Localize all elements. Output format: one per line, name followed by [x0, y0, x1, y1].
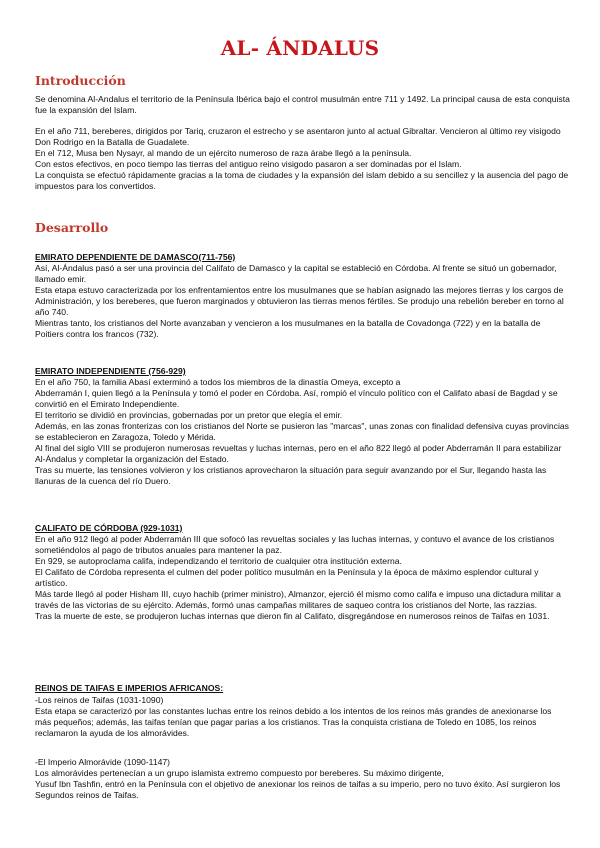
intro-line: En el 712, Musa ben Nysayr, al mando de un ejército numeroso de raza árabe llegó a la península. [35, 148, 412, 158]
section-line: Tras su muerte, las tensiones volvieron y los cristianos aprovecharon la situación para seguir avanzando por el Sur, llegando hasta las llanuras de la cuenca del río Duero. [35, 465, 547, 486]
intro-paragraph-1 [35, 94, 570, 116]
section-line: Así, Al-Ándalus pasó a ser una provincia del Califato de Damasco y la capital se estableció en Córdoba. Al frente se situó un gobernador, llamado emir. [35, 263, 557, 284]
intro-line: En el año 711, bereberes, dirigidos por Tariq, cruzaron el estrecho y se asentaron junto al actual Gibraltar. Vencieron al último rey visigodo Don Rodrigo en la Batalla de Guadalete. [35, 126, 561, 147]
document-title: AL- ÁNDALUS [220, 36, 380, 60]
section-imperio-almoravide [35, 757, 570, 801]
section-line: Los almorávides pertenecían a un grupo islamista extremo compuesto por bereberes. Su máximo dirigente, [35, 768, 444, 778]
section-line: El Califato de Córdoba representa el culmen del poder político musulmán en la Península y la época de máximo esplendor cultural y artístico. [35, 567, 539, 588]
section-title-reinos: REINOS DE TAIFAS E IMPERIOS AFRICANOS: [35, 683, 224, 693]
intro-line: La conquista se efectuó rápidamente gracias a la toma de ciudades y la expansión del islam debido a su sencillez y la ausencia del pago de impuestos para los convertidos. [35, 170, 569, 191]
section-line: Esta etapa estuvo caracterizada por los enfrentamientos entre los musulmanes que se habían asignado las mejores tierras y los cargos de Administración, y los bereberes, que fueron marginados y obtuvieron las tierras menos fértiles. Se produjo una rebelión bereber en torno al año 740. [35, 285, 564, 317]
section-title-emirato-independiente: EMIRATO INDEPENDIENTE (756-929) [35, 366, 186, 376]
section-line: Más tarde llegó al poder Hisham III, cuyo hachib (primer ministro), Almanzor, ejerció él mismo como califa e impuso una dictadura militar a través de las victorias de su ejército. Además, formó unas campañas militares de saqueo contra los cristianos del Norte, las razzias. [35, 589, 561, 610]
section-line: En 929, se autoproclama califa, independizando el territorio de cualquier otra institución externa. [35, 556, 402, 566]
section-line: -El Imperio Almorávide (1090-1147) [35, 757, 171, 767]
section-line: Abderramán I, quien llegó a la Península y tomó el poder en Córdoba. Así, rompió el vínculo político con el Califato abasí de Bagdad y se convirtió en el Emirato Independiente. [35, 388, 558, 409]
intro-heading: Introducción [35, 73, 126, 88]
section-line: Además, en las zonas fronterizas con los cristianos del Norte se pusieron las "marcas", unas zonas con finalidad defensiva cuyas provincias se establecieron en Zaragoza, Toledo y Mérida. [35, 421, 569, 442]
section-line: En el año 750, la familia Abasí exterminó a todos los miembros de la dinastía Omeya, excepto a [35, 377, 401, 387]
section-line: Yusuf Ibn Tashfin, entró en la Península con el objetivo de anexionar los reinos de taifas a su imperio, pero no tuvo éxito. Así surgieron los Segundos reinos de Taifas. [35, 779, 561, 800]
section-emirato-independiente [35, 377, 570, 487]
section-line: Al final del siglo VIII se produjeron numerosas revueltas y luchas internas, pero en el año 822 llegó al poder Abderramán II para estabilizar Al-Ándalus y completar la organización del Estado. [35, 443, 562, 464]
section-title-emirato-dependiente: EMIRATO DEPENDIENTE DE DAMASCO(711-756) [35, 252, 236, 262]
intro-text: Se denomina Al-Andalus el territorio de la Península Ibérica bajo el control musulmán entre 711 y 1492. La principal causa de esta conquista fue la expansión del Islam. [35, 94, 570, 115]
section-line: Tras la muerte de este, se produjeron luchas internas que dieron fin al Califato, disgregándose en numerosos reinos de Taifas en 1031. [35, 611, 550, 621]
intro-line: Con estos efectivos, en poco tiempo las tierras del antiguo reino visigodo pasaron a ser dominadas por el Islam. [35, 159, 462, 169]
section-califato [35, 534, 570, 622]
intro-paragraph-2 [35, 126, 570, 192]
section-title-califato: CALIFATO DE CÓRDOBA (929-1031) [35, 523, 183, 533]
desarrollo-heading: Desarrollo [35, 220, 109, 235]
section-reinos-taifas [35, 695, 570, 739]
section-line: -Los reinos de Taifas (1031-1090) [35, 695, 164, 705]
section-line: Esta etapa se caracterizó por las constantes luchas entre los reinos debido a los intentos de los reinos más grandes de anexionarse los más pequeños; además, las taifas tenían que pagar parias a los cristianos. Tras la conquista cristiana de Toledo en 1085, los reinos reclamaron la ayuda de los almorávides. [35, 706, 552, 738]
section-line: Mientras tanto, los cristianos del Norte avanzaban y vencieron a los musulmanes en la batalla de Covadonga (722) y en la batalla de Poitiers contra los francos (732). [35, 318, 541, 339]
section-line: En el año 912 llegó al poder Abderramán III que sofocó las revueltas sociales y las luchas internas, y contuvo el avance de los cristianos sometiéndolos al pago de tributos anuales para mantener la paz. [35, 534, 555, 555]
section-emirato-dependiente [35, 263, 570, 340]
section-line: El territorio se dividió en provincias, gobernadas por un pretor que elegía el emir. [35, 410, 343, 420]
